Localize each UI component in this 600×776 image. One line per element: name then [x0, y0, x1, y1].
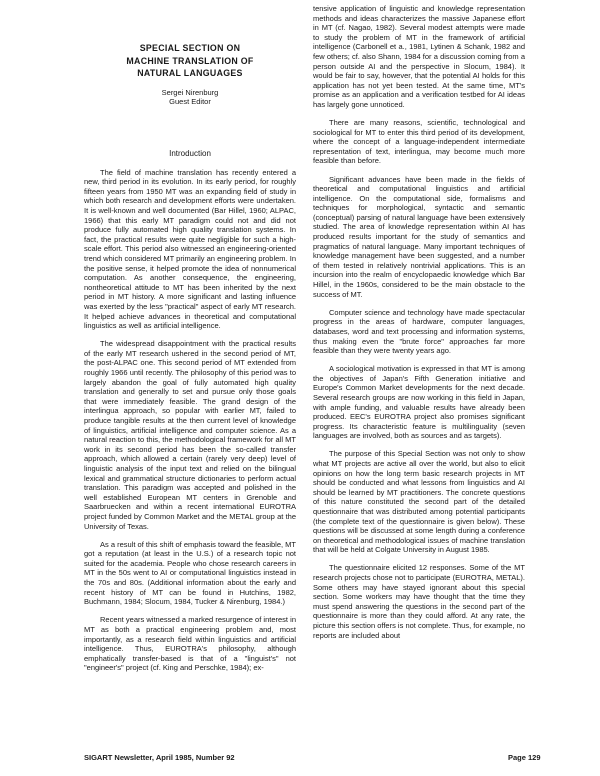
- paragraph: Significant advances have been made in the fields of theoretical and computational linguistics and artificial intelligence. On the computational side, formalisms and techniques for morphological, syntactic and semantic (conceptual) parsing of natural language have been extensively studied. The area of knowledge representation within AI has produced results important for the study of semantics and pragmatics of natural language. Many important techniques of knowledge management have been suggested, and a number of them tested in relatively nontrivial applications. This is an incursion into the realm of encyclopaedic knowledge which Bar Hillel, in the 1960s, considered to be the main obstacle to the success of MT.: [313, 174, 525, 299]
- author-name: Sergei Nirenburg: [161, 87, 219, 97]
- title-line: MACHINE TRANSLATION OF: [126, 55, 254, 66]
- intro-heading: Introduction: [169, 148, 211, 158]
- paragraph: There are many reasons, scientific, technological and sociological for MT to enter this third period of its development, where the concept of a language-independent intermediate representation of text, interlingua, may become much more feasible than before.: [313, 118, 525, 166]
- paragraph: The questionnaire elicited 12 responses. Some of the MT research projects chose not to participate (EUROTRA, METAL). Some others may have stayed ignorant about this special section. Some workers may have thought that the time they must spend answering the questions in the second part of the questionnaire is more than they could afford. At any rate, the picture this section offers is not complete. Thus, for example, no reports are included about: [313, 563, 525, 640]
- footer-newsletter: SIGART Newsletter, April 1985, Number 92: [84, 753, 235, 762]
- paragraph: Recent years witnessed a marked resurgence of interest in MT as both a practical engineering problem and, most importantly, as a research field within linguistics and artificial intelligence. Thus, EUROTRA's philosophy, although emphatically transfer-based is that of a "linguist's" not "engineer's" project (cf. King and Perschke, 1984); ex-: [84, 615, 296, 673]
- left-column: [84, 4, 296, 681]
- author-role: Guest Editor: [169, 97, 211, 107]
- title-line: SPECIAL SECTION ON: [139, 43, 241, 53]
- paragraph: As a result of this shift of emphasis toward the feasible, MT got a reputation (at least in the U.S.) of a research topic not suited for the academia. People who chose research careers in MT in the 50s went to AI or computational linguistics instead in the 70s and 80s. (Additional information about the early and recent history of MT can be found in Hutchins, 1982, Buchmann, 1984; Slocum, 1984, Tucker & Nirenburg, 1984.): [84, 539, 296, 607]
- footer-page-number: Page 129: [508, 753, 541, 762]
- paragraph: Computer science and technology have made spectacular progress in the areas of hardware, computer languages, databases, word and text processing and information systems, thus making even the "brute force" approaches far more feasible than they were twenty years ago.: [313, 307, 525, 356]
- paragraph: tensive application of linguistic and knowledge representation methods and ideas characterizes the massive Japanese effort in MT (cf. Nagao, 1982). Several modest attempts were made to study the problem of MT in the framework of artificial intelligence (Carbonell et a., 1981, Lytinen & Schank, 1982 and few others; cf. also Shann, 1984 for a discussion coming from a person outside AI and the perspective in Slocum, 1984). It would be fair to say, however, that the potential AI holds for this application has not yet been tested. At the same time, MT's promise as an application and a verification testbed for AI ideas has largely gone unnoticed.: [313, 4, 525, 109]
- title-line: NATURAL LANGUAGES: [137, 68, 243, 78]
- paragraph: The widespread disappointment with the practical results of the early MT research ushered in the second period of MT, the post-ALPAC one. This second period of MT extended from roughly 1966 until recently. The philosophy of this period was to largely abandon the goal of fully automated high quality translation and generally to set and pursue only those goals that were immediately feasible. The grand design of the interlingua approach, so popular with earlier MT, failed to produce tangible results at the then current level of knowledge of linguistics, artificial intelligence and computer science. As a natural reaction to this, the methodological framework for all MT work in its second period has been the so-called transfer approach, which allowed a certain (rarely very deep) level of linguistic analysis of the input text and relied on the bilingual lexical and grammatical structure dictionaries to perform actual translation. This paradigm was accepted and polished in the well established European MT centers in Grenoble and Saarbruecken and within a recent international EUROTRA project funded by Common Market and the METAL group at the University of Texas.: [84, 339, 296, 531]
- paragraph: The purpose of this Special Section was not only to show what MT projects are active all over the world, but also to elicit opinions on how the long term basic research projects in MT should be conducted and what lessons from linguistics and AI should be learned by MT practitioners. The concrete questions of this nature constituted the second part of the detailed questionnaire that was distributed among potential participants (the complete text of the questionnaire is given below). These questions will be discussed at some length during a conference on theoretical and methodological issues of machine translation that will be held at Colgate University in August 1985.: [313, 449, 525, 555]
- section-title: [84, 42, 296, 80]
- right-column: [313, 4, 525, 649]
- author-block: [84, 88, 296, 107]
- paragraph: The field of machine translation has recently entered a new, third period in its evolution. In its early period, for roughly fifteen years from 1950 MT was an expanding field of study in which both research and development efforts were undertaken. It is well-known and well documented (Bar Hillel, 1960; ALPAC, 1966) that this early MT paradigm could not and did not produce fully automated high quality translation systems. In fact, the practical results were quite negligible for such a high-scale effort. This period also witnessed an engineering-oriented trend which considered MT primarily an engineering problem. In the positive sense, it helped promote the idea of nonnumerical computation. As another consequence, the engineering, nontheoretical attitude to MT has been inherited by the next period in MT history. A more significant and lasting influence was exerted by the less "practical" aspect of early MT research. It helped achieve advances in theoretical and computational linguistics as well as artificial intelligence.: [84, 167, 296, 331]
- paragraph: A sociological motivation is expressed in that MT is among the objectives of Japan's Fifth Generation initiative and Europe's Common Market developments for the next decade. Several research groups are now working in this field in Japan, with ample funding, and valuable results have already been produced. EEC's EUROTRA project also promises significant progress. Its characteristic feature is multilinguality (seven languages are involved, both as sources and as targets).: [313, 364, 525, 441]
